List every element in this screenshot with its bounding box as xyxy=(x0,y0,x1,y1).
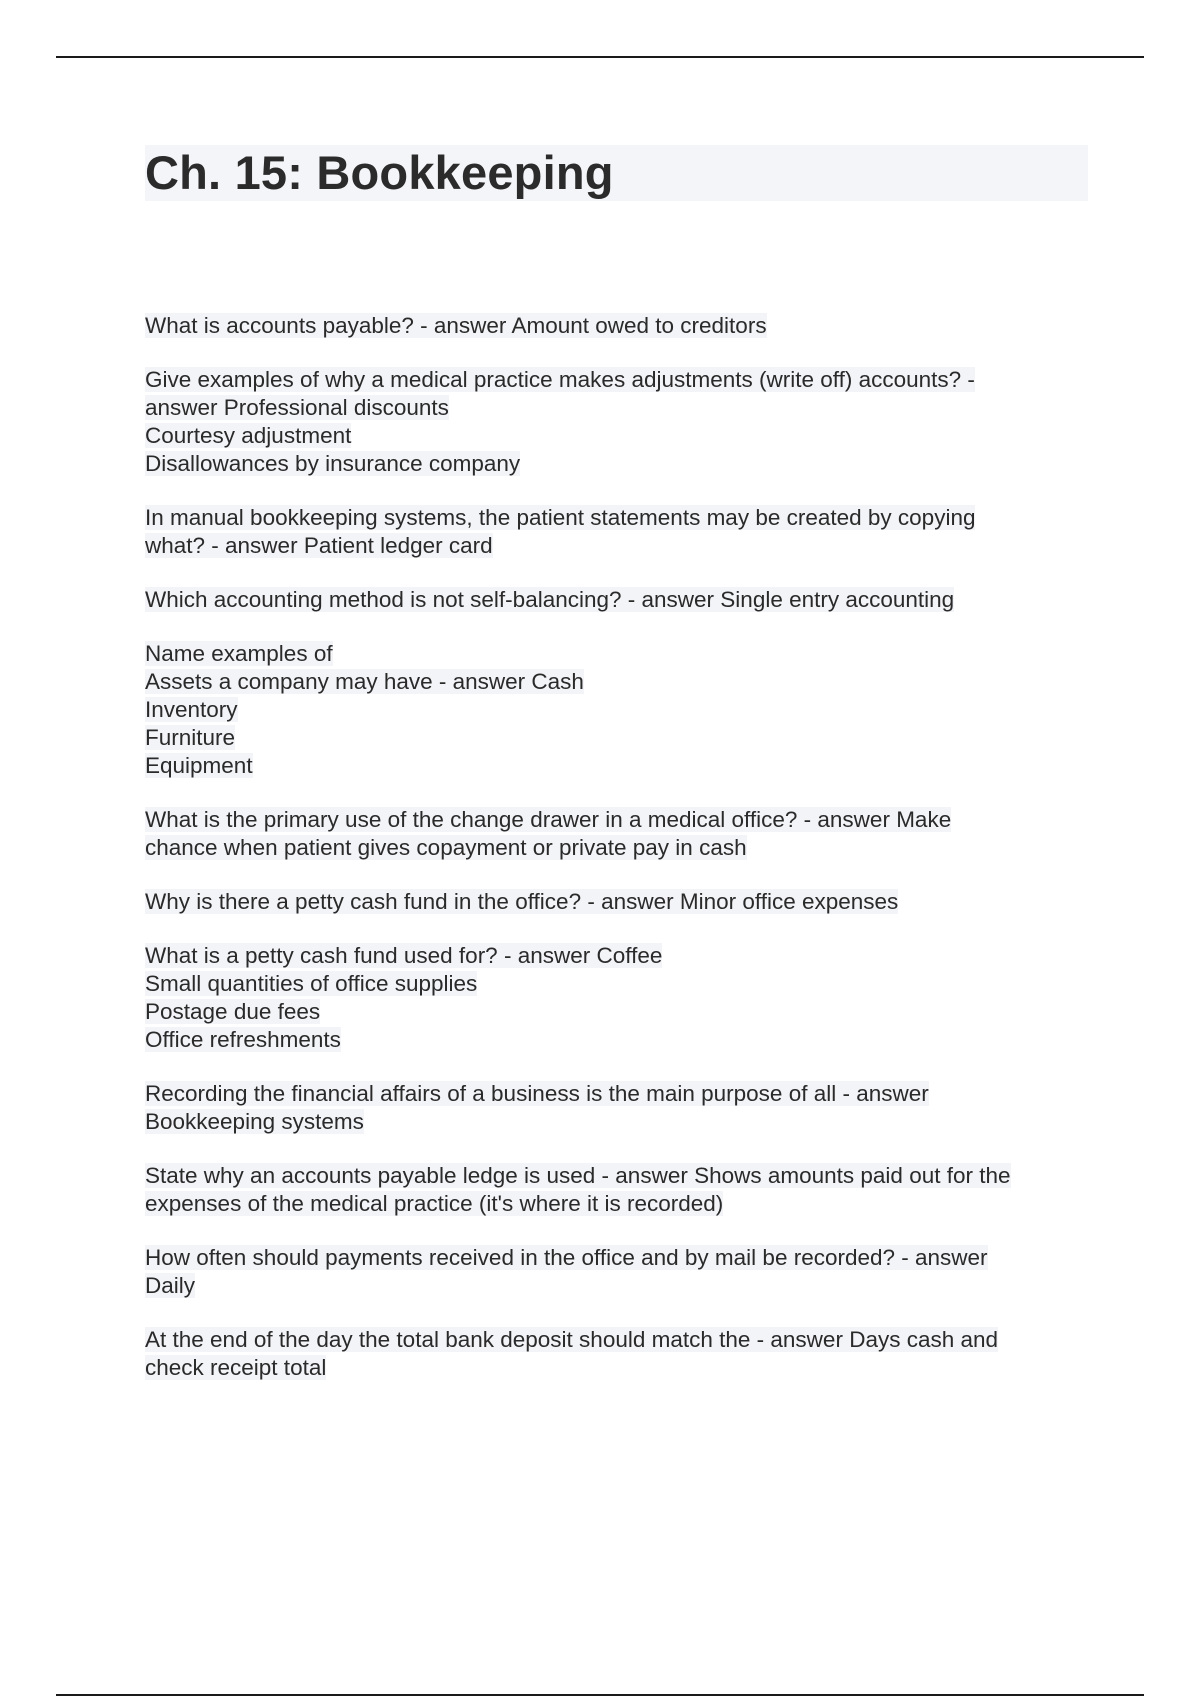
qa-line: What is a petty cash fund used for? - answer Coffee xyxy=(145,943,663,968)
qa-line: Disallowances by insurance company xyxy=(145,451,521,476)
qa-line: Postage due fees xyxy=(145,999,321,1024)
qa-item-5 xyxy=(145,640,1095,780)
qa-line: Bookkeeping systems xyxy=(145,1109,364,1134)
qa-item-6 xyxy=(145,806,1095,862)
qa-line: Furniture xyxy=(145,725,236,750)
qa-line: Why is there a petty cash fund in the office? - answer Minor office expenses xyxy=(145,889,899,914)
qa-line: what? - answer Patient ledger card xyxy=(145,533,493,558)
qa-item-9 xyxy=(145,1080,1095,1136)
qa-line: answer Professional discounts xyxy=(145,395,449,420)
qa-line: Inventory xyxy=(145,697,238,722)
qa-line: At the end of the day the total bank deposit should match the - answer Days cash and xyxy=(145,1327,999,1352)
qa-line: Name examples of xyxy=(145,641,333,666)
qa-item-11 xyxy=(145,1244,1095,1300)
qa-item-4 xyxy=(145,586,1095,614)
qa-line: Small quantities of office supplies xyxy=(145,971,478,996)
qa-line: Give examples of why a medical practice makes adjustments (write off) accounts? - xyxy=(145,367,975,392)
qa-item-2 xyxy=(145,366,1095,478)
qa-line: In manual bookkeeping systems, the patient statements may be created by copying xyxy=(145,505,976,530)
qa-line: Office refreshments xyxy=(145,1027,341,1052)
qa-line: Recording the financial affairs of a business is the main purpose of all - answer xyxy=(145,1081,929,1106)
qa-list xyxy=(145,312,1095,1408)
qa-line: chance when patient gives copayment or private pay in cash xyxy=(145,835,747,860)
qa-item-8 xyxy=(145,942,1095,1054)
bottom-rule xyxy=(56,1694,1144,1696)
qa-line: Courtesy adjustment xyxy=(145,423,352,448)
top-rule xyxy=(56,56,1144,58)
qa-line: Which accounting method is not self-balancing? - answer Single entry accounting xyxy=(145,587,955,612)
qa-line: expenses of the medical practice (it's where it is recorded) xyxy=(145,1191,724,1216)
qa-item-10 xyxy=(145,1162,1095,1218)
page-title: Ch. 15: Bookkeeping xyxy=(145,146,614,199)
qa-line: How often should payments received in the office and by mail be recorded? - answer xyxy=(145,1245,988,1270)
qa-item-1 xyxy=(145,312,1095,340)
qa-line: State why an accounts payable ledge is used - answer Shows amounts paid out for the xyxy=(145,1163,1011,1188)
qa-line: What is accounts payable? - answer Amount owed to creditors xyxy=(145,313,767,338)
qa-item-3 xyxy=(145,504,1095,560)
qa-item-12 xyxy=(145,1326,1095,1382)
qa-line: Equipment xyxy=(145,753,253,778)
qa-item-7 xyxy=(145,888,1095,916)
qa-line: Daily xyxy=(145,1273,196,1298)
qa-line: Assets a company may have - answer Cash xyxy=(145,669,584,694)
qa-line: check receipt total xyxy=(145,1355,327,1380)
qa-line: What is the primary use of the change drawer in a medical office? - answer Make xyxy=(145,807,952,832)
